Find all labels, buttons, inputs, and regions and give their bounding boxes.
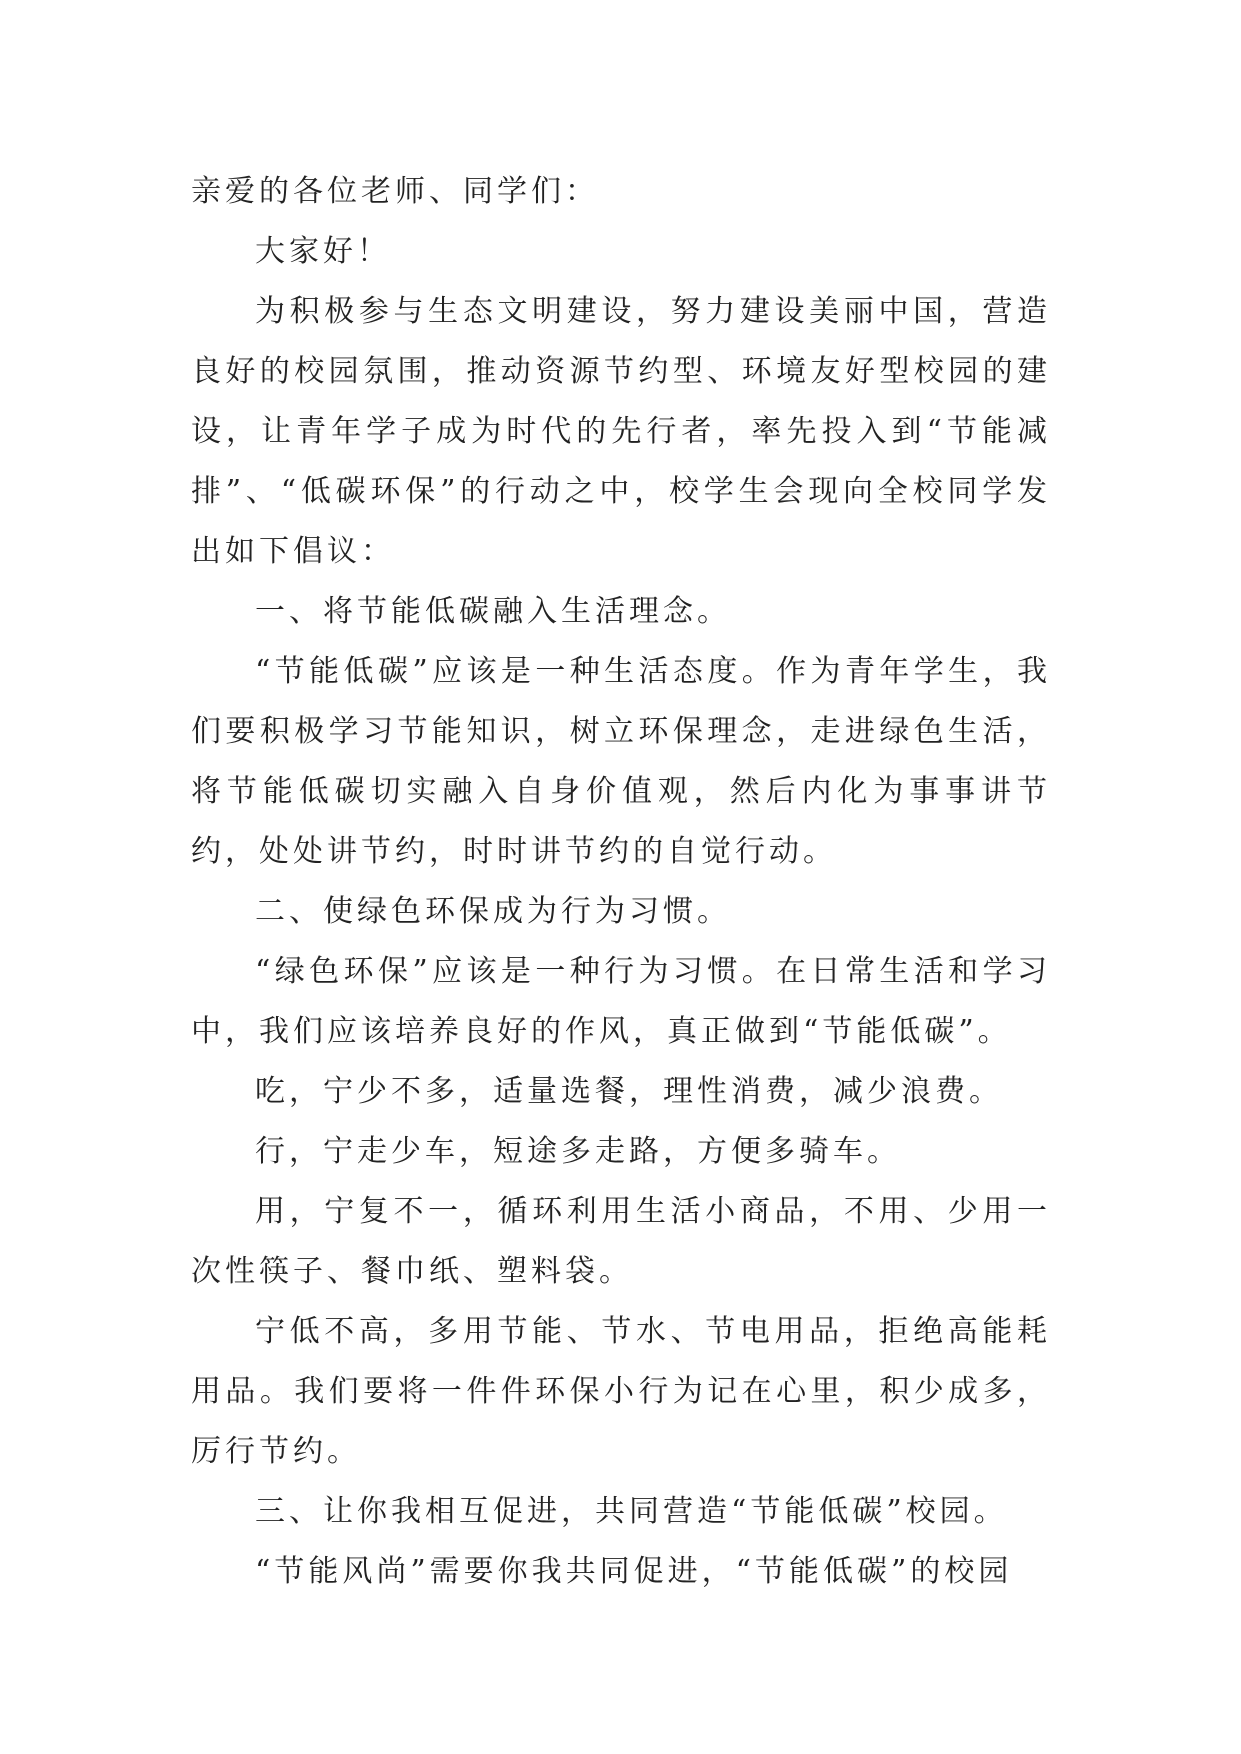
section-3-body: “节能风尚”需要你我共同促进，“节能低碳”的校园 <box>255 1554 1013 1589</box>
section-3-title: 三、让你我相互促进，共同营造“节能低碳”校园。 <box>255 1494 1008 1529</box>
item-use: 用，宁复不一，循环利用生活小商品，不用、少用一次性筷子、餐巾纸、塑料袋。 <box>191 1194 1051 1289</box>
section-1-title: 一、将节能低碳融入生活理念。 <box>255 594 731 629</box>
item-travel: 行，宁走少车，短途多走路，方便多骑车。 <box>255 1134 901 1169</box>
salutation: 亲爱的各位老师、同学们： <box>191 174 599 209</box>
greeting: 大家好！ <box>255 234 391 269</box>
intro-paragraph: 为积极参与生态文明建设，努力建设美丽中国，营造良好的校园氛围，推动资源节约型、环境友好型校园的建设，让青年学子成为时代的先行者，率先投入到“节能减排”、“低碳环保”的行动之中，校学生会现向全校同学发出如下倡议： <box>191 294 1051 569</box>
section-2-body: “绿色环保”应该是一种行为习惯。在日常生活和学习中，我们应该培养良好的作风，真正做到“节能低碳”。 <box>191 954 1051 1049</box>
section-1-body: “节能低碳”应该是一种生活态度。作为青年学生，我们要积极学习节能知识，树立环保理念，走进绿色生活，将节能低碳切实融入自身价值观，然后内化为事事讲节约，处处讲节约，时时讲节约的自觉行动。 <box>191 654 1051 869</box>
section-2-title: 二、使绿色环保成为行为习惯。 <box>255 894 731 929</box>
document-body <box>191 162 1051 1602</box>
item-low-energy: 宁低不高，多用节能、节水、节电用品，拒绝高能耗用品。我们要将一件件环保小行为记在心里，积少成多，厉行节约。 <box>191 1314 1051 1469</box>
item-eat: 吃，宁少不多，适量选餐，理性消费，减少浪费。 <box>255 1074 1003 1109</box>
